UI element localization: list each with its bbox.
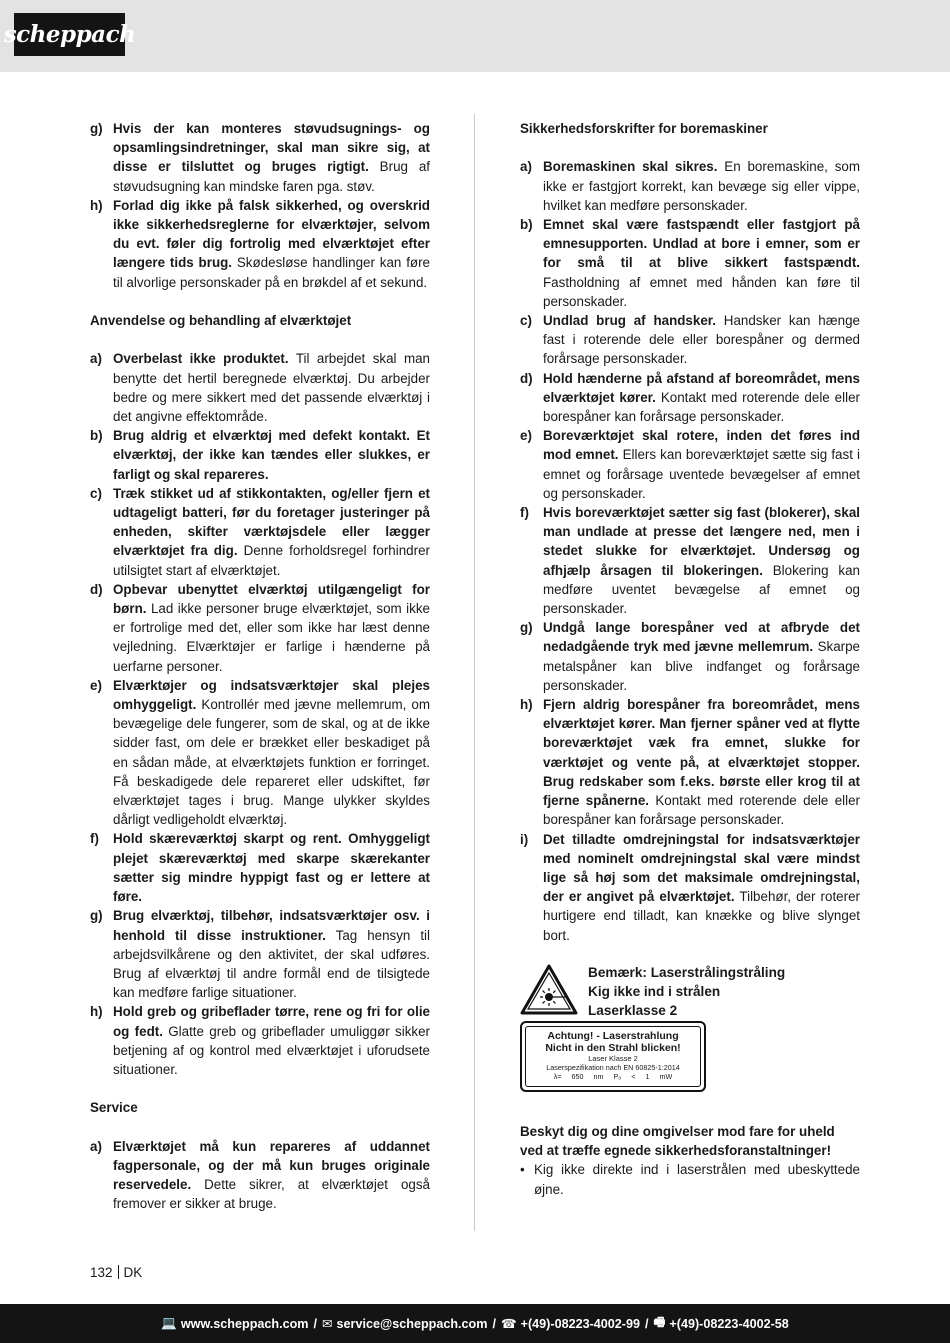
drill-item	[520, 426, 860, 503]
laser-line-3: Laserklasse 2	[588, 1003, 678, 1019]
drill-item-bold: Fjern aldrig borespåner fra boreområdet, mens elværktøjet kører. Man fjerner spåner ved at flytte boreværktøjet væk fra emnet, slukke for værktøjet og vente på, at elværktøjet stopper. Brug redskaber som f.eks. børste eller krog til at fjerne spånerne.	[543, 697, 860, 809]
footer-contact-bar: 💻 www.scheppach.com / ✉ service@scheppach.com / ☎ +(49)-08223-4002-99 / 🖷 +(49)-08223-4002-58	[0, 1304, 950, 1343]
service-item-text	[113, 1137, 430, 1214]
usage-item-bold: Brug elværktøj, tilbehør, indsatsværktøjer osv. i henhold til disse instruktioner.	[113, 908, 430, 943]
drill-item-text	[543, 426, 860, 503]
usage-item	[90, 1002, 430, 1079]
drill-item-body: Ellers kan boreværktøjet sætte sig fast i emnet og forårsage uventede bevægelser af emnet og personskader.	[543, 447, 860, 501]
usage-item-text	[113, 580, 430, 676]
drill-item-body: Kontakt med roterende dele eller borespåner kan forårsage personskader.	[543, 389, 860, 425]
drill-item-body: Handsker kan hænge fast i roterende dele eller borespåner og dermed forårsage personskader.	[543, 313, 860, 367]
intro-item-bold: Forlad dig ikke på falsk sikkerhed, og overskrid ikke sikkerhedsreglerne for elværktøjer, selvom du evt. føler dig fortrolig med elværktøjet efter længere tids brug.	[113, 197, 430, 271]
usage-item	[90, 484, 430, 580]
drill-item-bold: Hold hænderne på afstand af boreområdet, mens elværktøjet kører.	[543, 370, 860, 405]
usage-item-text	[113, 349, 430, 426]
usage-item-text	[113, 1002, 430, 1079]
drill-item-bold: Boreværktøjet skal rotere, inden det føres ind mod emnet.	[543, 428, 860, 463]
drill-item-bold: Undgå lange borespåner ved at afbryde det nedadgående tryk med jævne mellemrum.	[543, 620, 860, 655]
drill-item	[520, 157, 860, 215]
drill-item-text	[543, 311, 860, 369]
usage-item-marker: f)	[90, 831, 99, 847]
usage-item-text	[113, 426, 430, 484]
usage-item	[90, 906, 430, 1002]
page-number	[90, 1265, 142, 1280]
page-number-value: 132	[90, 1265, 113, 1280]
usage-item-text	[113, 906, 430, 1002]
protect-bullet-text: Kig ikke direkte ind i laserstrålen med ubeskyttede øjne.	[534, 1162, 860, 1197]
header-band	[0, 0, 950, 72]
usage-item-bold: Elværktøjer og indsatsværktøjer skal plejes omhyggeligt.	[113, 677, 430, 713]
laser-label-line-2: Nicht in den Strahl blicken!	[545, 1041, 681, 1054]
fax-icon: 🖷	[653, 1315, 666, 1329]
drill-item	[520, 215, 860, 311]
drill-item-text	[543, 695, 860, 829]
drill-item-bold: Hvis boreværktøjet sætter sig fast (blokerer), skal man undlade at presse det længere ned, men i stedet slukke for elværktøjet. Undersøg og afhjælp årsagen til blokeringen.	[543, 505, 860, 578]
intro-item-text	[113, 119, 430, 196]
mail-icon: ✉	[321, 1317, 333, 1331]
computer-icon: 💻	[161, 1316, 177, 1330]
drill-item	[520, 618, 860, 695]
service-item	[90, 1137, 430, 1214]
laser-warning-icon	[520, 964, 578, 1015]
footer-email[interactable]: service@scheppach.com	[336, 1316, 488, 1331]
service-item-body: Dette sikrer, at elværktøjet også fremover er sikker at bruge.	[113, 1177, 430, 1212]
service-item-marker: a)	[90, 1138, 102, 1154]
usage-item-body: Kontrollér med jævne mellemrum, om bevægelige dele fungerer, som de skal, og at de ikke sidder fast, om dele er brækket eller beskadiget på en sådan måde, at elværktøjets funktion er forringet. Få beskadigede dele repareret eller udskiftet, før elværktøjet tages i brug. Mange ulykker skyldes dårligt vedligeholdt elværktøj.	[113, 697, 430, 828]
service-item-bold: Elværktøjet må kun repareres af uddannet fagpersonale, og der må kun bruges originale reservedele.	[113, 1138, 430, 1193]
drill-safety-list	[520, 157, 860, 944]
intro-item-marker: h)	[90, 197, 103, 213]
usage-item-text	[113, 829, 430, 906]
usage-item-marker: e)	[90, 677, 102, 693]
usage-item-body: Denne forholdsregel forhindrer utilsigtet start af elværktøjet.	[113, 543, 430, 578]
usage-item-bold: Hold skæreværktøj skarpt og rent. Omhyggeligt plejet skæreværktøj med skarpe skærekanter sætter sig mindre hyppigt fast og er lettere at føre.	[113, 831, 430, 905]
usage-item	[90, 829, 430, 906]
section-title-usage: Anvendelse og behandling af elværktøjet	[90, 313, 352, 329]
laser-warning-block	[520, 964, 860, 1132]
usage-item-body: Lad ikke personer bruge elværktøjet, som ikke er fortrolige med det, eller som ikke har læst denne vejledning. Elværktøjer er farlige i hænderne på uerfarne personer.	[113, 601, 430, 674]
bullet-dot-icon: •	[520, 1162, 525, 1178]
usage-item-text	[113, 676, 430, 830]
drill-item-marker: b)	[520, 217, 533, 232]
usage-item-body: Til arbejdet skal man benytte det hertil beregnede elværktøj. Du arbejder bedre og mere sikkert med det passende elværktøj i det angivne effektområde.	[113, 351, 431, 425]
usage-item-bold: Overbelast ikke produktet.	[113, 351, 289, 367]
left-intro-list	[90, 119, 430, 292]
drill-item-text	[543, 830, 860, 945]
usage-item-marker: b)	[90, 428, 103, 444]
footer-phone[interactable]: +(49)-08223-4002-99	[520, 1316, 641, 1331]
drill-item-bold: Det tilladte omdrejningstal for indsatsværktøjer med nominelt omdrejningstal skal være mindst lige så høj som det maksimale omdrejningstal, der er angivet på elværktøjet.	[543, 831, 860, 905]
usage-item-marker: c)	[90, 485, 102, 501]
laser-label-line-4: Laserspezifikation nach EN 60825-1:2014	[546, 1062, 680, 1072]
drill-item-marker: i)	[520, 831, 529, 847]
drill-item	[520, 369, 860, 427]
protect-bullet-item	[520, 1160, 860, 1198]
drill-item-text	[543, 369, 860, 427]
usage-item-marker: g)	[90, 908, 103, 924]
brand-logo	[3, 13, 136, 56]
usage-item	[90, 580, 430, 676]
laser-wavelength: λ= 650 nm	[553, 1071, 604, 1081]
drill-item-body: Fastholdning af emnet med hånden kan føre til personskader.	[543, 274, 860, 309]
laser-class-label	[520, 1021, 706, 1092]
drill-item-bold: Undlad brug af handsker.	[543, 313, 716, 329]
drill-item-body: Kontakt med roterende dele eller borespåner kan forårsage personskader.	[543, 793, 860, 828]
column-divider	[474, 114, 475, 1231]
laser-warning-text	[588, 963, 785, 1021]
usage-item-text	[113, 484, 430, 580]
usage-item	[90, 349, 430, 426]
usage-item-bold: Opbevar ubenyttet elværktøj utilgængeligt for børn.	[113, 581, 430, 617]
service-list	[90, 1137, 430, 1214]
usage-item-marker: d)	[90, 581, 103, 597]
drill-item	[520, 311, 860, 369]
page-language: DK	[123, 1265, 143, 1280]
drill-item-marker: d)	[520, 370, 533, 386]
intro-item-marker: g)	[90, 121, 103, 136]
drill-item	[520, 830, 860, 945]
drill-item-marker: h)	[520, 697, 533, 713]
drill-item-marker: e)	[520, 428, 532, 444]
usage-item-marker: h)	[90, 1004, 103, 1020]
protect-bullet-list	[520, 1160, 860, 1198]
drill-item-text	[543, 503, 860, 618]
drill-item-bold: Emnet skal være fastspændt eller fastgjort på emnesupporten. Undlad at bore i emner, som er for små til at blive sikkert fastspændt.	[543, 217, 860, 271]
drill-item-marker: g)	[520, 620, 533, 636]
usage-item-bold: Træk stikket ud af stikkontakten, og/eller fjern et udtageligt batteri, før du foretager justeringer på enheden, skifter værktøjsdele eller lægger elværktøjet fra dig.	[113, 485, 430, 559]
usage-item-body: Glatte greb og gribeflader umuliggør sikker betjening af og kontrol med elværktøjet i uforudsete situationer.	[113, 1023, 430, 1077]
laser-line-2: Kig ikke ind i strålen	[588, 984, 721, 1000]
drill-item-text	[543, 215, 860, 311]
drill-item-marker: f)	[520, 505, 529, 521]
intro-item-body: Brug af støvudsugning kan mindske faren pga. støv.	[113, 159, 430, 194]
footer-website[interactable]: www.scheppach.com	[180, 1316, 309, 1331]
usage-item-body: Tag hensyn til arbejdsvilkårene og den aktivitet, der skal udføres. Brug af elværktøj til andre formål end de tilsigtede kan medføre farlige situationer.	[113, 927, 430, 1001]
drill-item-marker: a)	[520, 159, 532, 175]
intro-item-text	[113, 196, 430, 292]
drill-item-text	[543, 157, 860, 215]
brand-logo-text: scheppach	[3, 21, 136, 48]
phone-icon: ☎	[500, 1317, 517, 1331]
drill-item	[520, 695, 860, 829]
drill-item-body: Tilbehør, der roterer hurtigere end tilladt, kan knække og blive slynget bort.	[543, 889, 860, 943]
usage-item	[90, 426, 430, 484]
drill-item	[520, 503, 860, 618]
drill-item-text	[543, 618, 860, 695]
drill-item-bold: Boremaskinen skal sikres.	[543, 159, 718, 175]
right-column	[520, 119, 860, 1199]
laser-label-line-3: Laser Klasse 2	[588, 1053, 638, 1063]
intro-item	[90, 119, 430, 196]
section-title-service: Service	[90, 1100, 138, 1116]
intro-item-body: Skødesløse handlinger kan føre til alvorlige personskader på en brøkdel af et sekund.	[113, 255, 431, 290]
drill-item-marker: c)	[520, 313, 532, 329]
intro-item	[90, 196, 430, 292]
usage-item-marker: a)	[90, 351, 102, 367]
left-column	[90, 119, 430, 1214]
usage-item-bold: Brug aldrig et elværktøj med defekt kontakt. Et elværktøj, der ikke kan tændes eller slukkes, er farligt og skal repareres.	[113, 428, 430, 482]
laser-label-line-1: Achtung! - Laserstrahlung	[547, 1029, 679, 1042]
usage-list	[90, 349, 430, 1079]
drill-item-body: Skarpe metalspåner kan blive indfanget og forårsage personskader.	[543, 639, 860, 693]
footer-fax[interactable]: +(49)-08223-4002-58	[669, 1316, 789, 1331]
drill-item-body: En boremaskine, som ikke er fastgjort korrekt, kan bevæge sig eller vippe, hvilket kan medføre personskader.	[543, 159, 860, 213]
laser-line-1: Bemærk: Laserstrålingstråling	[588, 964, 786, 980]
usage-item-bold: Hold greb og gribeflader tørre, rene og fri for olie og fedt.	[113, 1004, 430, 1039]
laser-label-line-5	[526, 1072, 700, 1081]
protect-title: Beskyt dig og dine omgivelser mod fare for uheld ved at træffe egnede sikkerhedsforanstaltninger!	[520, 1123, 835, 1159]
drill-item-body: Blokering kan medføre uventet bevægelse af emnet og personskader.	[543, 562, 860, 617]
laser-power: P₀ < 1 mW	[613, 1071, 673, 1081]
usage-item	[90, 676, 430, 830]
section-title-drill: Sikkerhedsforskrifter for boremaskiner	[520, 121, 768, 136]
intro-item-bold: Hvis der kan monteres støvudsugnings- og opsamlingsindretninger, skal man sikre sig, at disse er tilsluttet og bruges rigtigt.	[113, 121, 430, 175]
